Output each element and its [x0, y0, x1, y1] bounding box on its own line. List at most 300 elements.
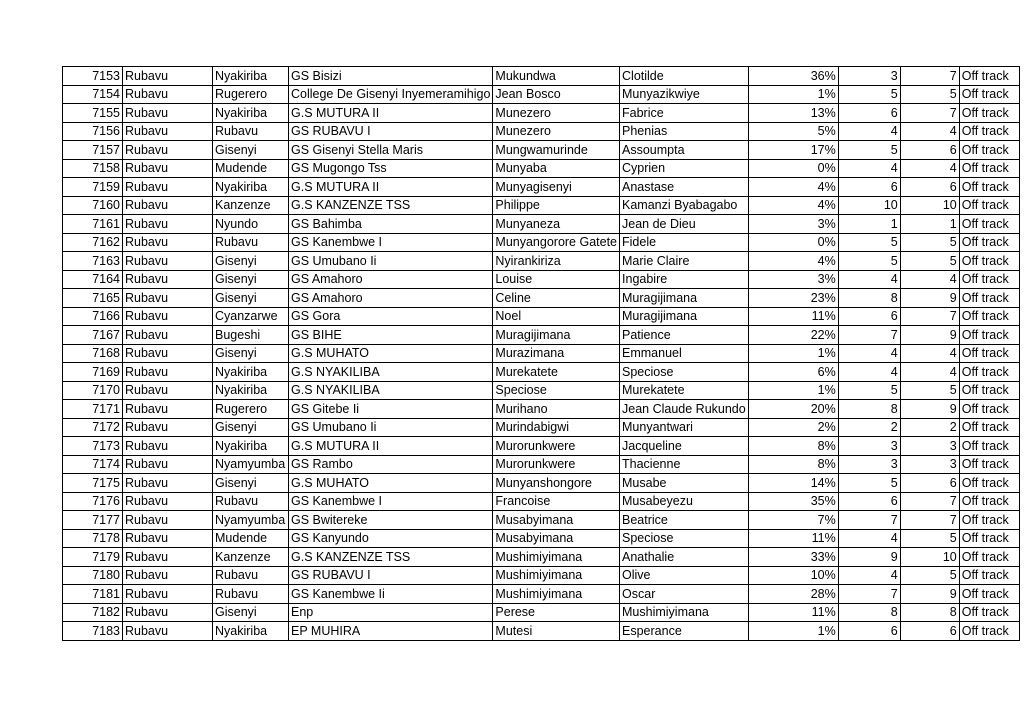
cell-district: Rubavu [123, 363, 213, 382]
cell-district: Rubavu [123, 178, 213, 197]
cell-row-id: 7165 [63, 289, 123, 308]
cell-row-id: 7171 [63, 400, 123, 419]
cell-district: Rubavu [123, 326, 213, 345]
cell-score-a: 4 [838, 122, 900, 141]
cell-score-a: 2 [838, 418, 900, 437]
cell-status: Off track [959, 585, 1019, 604]
cell-sector: Rubavu [213, 233, 289, 252]
cell-status: Off track [959, 233, 1019, 252]
cell-sector: Nyakiriba [213, 67, 289, 86]
cell-score-a: 8 [838, 400, 900, 419]
cell-school: GS Bahimba [289, 215, 493, 234]
cell-sector: Kanzenze [213, 196, 289, 215]
cell-row-id: 7163 [63, 252, 123, 271]
cell-status: Off track [959, 511, 1019, 530]
cell-last-name: Mushimiyimana [493, 566, 620, 585]
cell-percentage: 7% [748, 511, 838, 530]
cell-sector: Bugeshi [213, 326, 289, 345]
cell-percentage: 5% [748, 122, 838, 141]
cell-score-b: 5 [900, 85, 959, 104]
cell-status: Off track [959, 178, 1019, 197]
cell-percentage: 3% [748, 270, 838, 289]
cell-status: Off track [959, 196, 1019, 215]
cell-score-b: 6 [900, 141, 959, 160]
cell-row-id: 7170 [63, 381, 123, 400]
table-row [63, 85, 1020, 104]
cell-status: Off track [959, 400, 1019, 419]
cell-district: Rubavu [123, 400, 213, 419]
cell-district: Rubavu [123, 437, 213, 456]
cell-first-name: Fidele [620, 233, 749, 252]
cell-sector: Nyundo [213, 215, 289, 234]
cell-last-name: Perese [493, 603, 620, 622]
cell-status: Off track [959, 474, 1019, 493]
cell-school: GS Gitebe Ii [289, 400, 493, 419]
cell-score-a: 7 [838, 511, 900, 530]
cell-first-name: Olive [620, 566, 749, 585]
cell-score-a: 5 [838, 233, 900, 252]
cell-first-name: Jacqueline [620, 437, 749, 456]
cell-sector: Rubavu [213, 566, 289, 585]
cell-sector: Gisenyi [213, 252, 289, 271]
cell-last-name: Philippe [493, 196, 620, 215]
cell-percentage: 20% [748, 400, 838, 419]
cell-score-a: 3 [838, 67, 900, 86]
cell-sector: Rugerero [213, 400, 289, 419]
cell-school: GS Gora [289, 307, 493, 326]
cell-row-id: 7178 [63, 529, 123, 548]
cell-first-name: Esperance [620, 622, 749, 641]
cell-first-name: Speciose [620, 529, 749, 548]
cell-school: GS Bwitereke [289, 511, 493, 530]
table-row [63, 196, 1020, 215]
cell-score-b: 9 [900, 400, 959, 419]
cell-last-name: Jean Bosco [493, 85, 620, 104]
cell-score-a: 8 [838, 289, 900, 308]
table-row [63, 418, 1020, 437]
cell-sector: Nyakiriba [213, 437, 289, 456]
cell-first-name: Patience [620, 326, 749, 345]
cell-district: Rubavu [123, 85, 213, 104]
cell-first-name: Emmanuel [620, 344, 749, 363]
cell-district: Rubavu [123, 252, 213, 271]
cell-last-name: Mutesi [493, 622, 620, 641]
cell-percentage: 35% [748, 492, 838, 511]
cell-first-name: Ingabire [620, 270, 749, 289]
cell-sector: Cyanzarwe [213, 307, 289, 326]
cell-score-b: 5 [900, 529, 959, 548]
cell-percentage: 23% [748, 289, 838, 308]
cell-district: Rubavu [123, 603, 213, 622]
cell-row-id: 7183 [63, 622, 123, 641]
cell-score-b: 6 [900, 622, 959, 641]
cell-score-b: 6 [900, 178, 959, 197]
cell-score-b: 5 [900, 381, 959, 400]
cell-status: Off track [959, 215, 1019, 234]
cell-district: Rubavu [123, 233, 213, 252]
cell-sector: Nyakiriba [213, 363, 289, 382]
table-row [63, 529, 1020, 548]
cell-first-name: Fabrice [620, 104, 749, 123]
cell-score-b: 2 [900, 418, 959, 437]
table-row [63, 326, 1020, 345]
cell-district: Rubavu [123, 622, 213, 641]
cell-score-a: 6 [838, 492, 900, 511]
cell-first-name: Kamanzi Byabagabo [620, 196, 749, 215]
cell-row-id: 7175 [63, 474, 123, 493]
cell-row-id: 7182 [63, 603, 123, 622]
cell-school: G.S MUTURA II [289, 104, 493, 123]
cell-last-name: Munezero [493, 122, 620, 141]
cell-percentage: 2% [748, 418, 838, 437]
cell-sector: Nyakiriba [213, 622, 289, 641]
cell-row-id: 7179 [63, 548, 123, 567]
cell-school: GS Rambo [289, 455, 493, 474]
cell-percentage: 1% [748, 381, 838, 400]
cell-first-name: Muragijimana [620, 289, 749, 308]
cell-percentage: 13% [748, 104, 838, 123]
table-row [63, 603, 1020, 622]
cell-score-a: 6 [838, 178, 900, 197]
cell-first-name: Anathalie [620, 548, 749, 567]
cell-row-id: 7156 [63, 122, 123, 141]
cell-score-a: 10 [838, 196, 900, 215]
cell-status: Off track [959, 381, 1019, 400]
cell-percentage: 28% [748, 585, 838, 604]
cell-status: Off track [959, 455, 1019, 474]
cell-first-name: Clotilde [620, 67, 749, 86]
cell-sector: Gisenyi [213, 270, 289, 289]
cell-school: G.S KANZENZE TSS [289, 196, 493, 215]
cell-status: Off track [959, 566, 1019, 585]
cell-district: Rubavu [123, 474, 213, 493]
cell-percentage: 22% [748, 326, 838, 345]
cell-first-name: Jean de Dieu [620, 215, 749, 234]
cell-sector: Rugerero [213, 85, 289, 104]
cell-sector: Gisenyi [213, 418, 289, 437]
cell-row-id: 7161 [63, 215, 123, 234]
cell-score-a: 9 [838, 548, 900, 567]
cell-percentage: 6% [748, 363, 838, 382]
cell-score-a: 7 [838, 326, 900, 345]
cell-first-name: Muragijimana [620, 307, 749, 326]
cell-last-name: Mushimiyimana [493, 548, 620, 567]
cell-school: GS Gisenyi Stella Maris [289, 141, 493, 160]
cell-district: Rubavu [123, 67, 213, 86]
cell-row-id: 7166 [63, 307, 123, 326]
cell-school: GS Amahoro [289, 270, 493, 289]
cell-percentage: 4% [748, 178, 838, 197]
cell-last-name: Speciose [493, 381, 620, 400]
cell-school: GS Kanembwe I [289, 492, 493, 511]
cell-first-name: Beatrice [620, 511, 749, 530]
data-table [62, 66, 1020, 641]
cell-row-id: 7168 [63, 344, 123, 363]
table-row [63, 307, 1020, 326]
cell-district: Rubavu [123, 566, 213, 585]
cell-row-id: 7155 [63, 104, 123, 123]
cell-first-name: Jean Claude Rukundo [620, 400, 749, 419]
cell-score-a: 6 [838, 104, 900, 123]
cell-score-a: 6 [838, 307, 900, 326]
cell-sector: Gisenyi [213, 344, 289, 363]
cell-last-name: Murindabigwi [493, 418, 620, 437]
cell-first-name: Thacienne [620, 455, 749, 474]
cell-row-id: 7169 [63, 363, 123, 382]
cell-last-name: Murazimana [493, 344, 620, 363]
table-row [63, 622, 1020, 641]
cell-score-a: 4 [838, 363, 900, 382]
table-row [63, 455, 1020, 474]
cell-score-b: 10 [900, 196, 959, 215]
table-row [63, 566, 1020, 585]
cell-last-name: Munyagisenyi [493, 178, 620, 197]
cell-score-a: 7 [838, 585, 900, 604]
cell-row-id: 7164 [63, 270, 123, 289]
cell-district: Rubavu [123, 381, 213, 400]
cell-score-b: 3 [900, 437, 959, 456]
cell-status: Off track [959, 548, 1019, 567]
cell-row-id: 7158 [63, 159, 123, 178]
cell-sector: Rubavu [213, 122, 289, 141]
table-row [63, 511, 1020, 530]
cell-row-id: 7159 [63, 178, 123, 197]
cell-sector: Rubavu [213, 492, 289, 511]
cell-school: GS Bisizi [289, 67, 493, 86]
cell-row-id: 7181 [63, 585, 123, 604]
cell-sector: Rubavu [213, 585, 289, 604]
table-row [63, 104, 1020, 123]
cell-percentage: 1% [748, 622, 838, 641]
cell-first-name: Munyantwari [620, 418, 749, 437]
cell-school: GS BIHE [289, 326, 493, 345]
cell-row-id: 7177 [63, 511, 123, 530]
cell-last-name: Munezero [493, 104, 620, 123]
cell-school: GS Umubano Ii [289, 418, 493, 437]
cell-score-b: 10 [900, 548, 959, 567]
cell-school: GS Kanyundo [289, 529, 493, 548]
cell-percentage: 10% [748, 566, 838, 585]
cell-last-name: Muragijimana [493, 326, 620, 345]
cell-status: Off track [959, 141, 1019, 160]
cell-district: Rubavu [123, 141, 213, 160]
cell-score-a: 5 [838, 85, 900, 104]
cell-sector: Nyamyumba [213, 455, 289, 474]
cell-district: Rubavu [123, 511, 213, 530]
cell-row-id: 7153 [63, 67, 123, 86]
cell-score-a: 4 [838, 159, 900, 178]
table-row [63, 122, 1020, 141]
cell-last-name: Mushimiyimana [493, 585, 620, 604]
cell-last-name: Louise [493, 270, 620, 289]
table-row [63, 233, 1020, 252]
cell-row-id: 7157 [63, 141, 123, 160]
cell-school: G.S MUTURA II [289, 437, 493, 456]
cell-row-id: 7160 [63, 196, 123, 215]
cell-percentage: 4% [748, 196, 838, 215]
cell-score-b: 6 [900, 474, 959, 493]
cell-sector: Nyamyumba [213, 511, 289, 530]
cell-first-name: Cyprien [620, 159, 749, 178]
cell-first-name: Marie Claire [620, 252, 749, 271]
cell-first-name: Mushimiyimana [620, 603, 749, 622]
cell-row-id: 7162 [63, 233, 123, 252]
cell-score-a: 8 [838, 603, 900, 622]
cell-score-b: 4 [900, 270, 959, 289]
cell-status: Off track [959, 437, 1019, 456]
cell-school: G.S NYAKILIBA [289, 381, 493, 400]
table-row [63, 585, 1020, 604]
cell-percentage: 8% [748, 455, 838, 474]
cell-score-b: 9 [900, 326, 959, 345]
cell-score-b: 7 [900, 307, 959, 326]
cell-status: Off track [959, 344, 1019, 363]
cell-status: Off track [959, 270, 1019, 289]
cell-status: Off track [959, 326, 1019, 345]
cell-last-name: Celine [493, 289, 620, 308]
cell-score-a: 5 [838, 252, 900, 271]
cell-score-a: 4 [838, 344, 900, 363]
table-row [63, 474, 1020, 493]
cell-score-b: 7 [900, 67, 959, 86]
cell-school: College De Gisenyi Inyemeramihigo [289, 85, 493, 104]
cell-school: EP MUHIRA [289, 622, 493, 641]
cell-first-name: Assoumpta [620, 141, 749, 160]
cell-row-id: 7174 [63, 455, 123, 474]
cell-school: GS Kanembwe I [289, 233, 493, 252]
cell-district: Rubavu [123, 529, 213, 548]
cell-score-b: 4 [900, 344, 959, 363]
cell-district: Rubavu [123, 289, 213, 308]
cell-percentage: 11% [748, 529, 838, 548]
cell-status: Off track [959, 159, 1019, 178]
cell-district: Rubavu [123, 455, 213, 474]
cell-percentage: 1% [748, 344, 838, 363]
cell-last-name: Noel [493, 307, 620, 326]
cell-district: Rubavu [123, 585, 213, 604]
cell-last-name: Musabyimana [493, 511, 620, 530]
cell-score-b: 4 [900, 122, 959, 141]
cell-sector: Nyakiriba [213, 104, 289, 123]
table-row [63, 400, 1020, 419]
cell-score-a: 4 [838, 566, 900, 585]
table-row [63, 178, 1020, 197]
table-row [63, 215, 1020, 234]
cell-status: Off track [959, 67, 1019, 86]
table-row [63, 363, 1020, 382]
cell-district: Rubavu [123, 492, 213, 511]
cell-score-a: 4 [838, 529, 900, 548]
cell-sector: Gisenyi [213, 474, 289, 493]
cell-first-name: Musabeyezu [620, 492, 749, 511]
cell-school: GS Mugongo Tss [289, 159, 493, 178]
cell-score-b: 5 [900, 233, 959, 252]
cell-last-name: Munyaba [493, 159, 620, 178]
cell-score-b: 8 [900, 603, 959, 622]
cell-district: Rubavu [123, 196, 213, 215]
cell-score-b: 4 [900, 159, 959, 178]
cell-score-a: 6 [838, 622, 900, 641]
cell-score-a: 5 [838, 141, 900, 160]
cell-percentage: 1% [748, 85, 838, 104]
cell-status: Off track [959, 622, 1019, 641]
cell-score-b: 9 [900, 289, 959, 308]
table-row [63, 492, 1020, 511]
cell-percentage: 11% [748, 307, 838, 326]
cell-district: Rubavu [123, 215, 213, 234]
cell-last-name: Murorunkwere [493, 455, 620, 474]
cell-percentage: 3% [748, 215, 838, 234]
cell-row-id: 7180 [63, 566, 123, 585]
cell-score-b: 1 [900, 215, 959, 234]
table-row [63, 159, 1020, 178]
cell-district: Rubavu [123, 307, 213, 326]
cell-status: Off track [959, 529, 1019, 548]
cell-percentage: 8% [748, 437, 838, 456]
cell-last-name: Munyangorore Gatete [493, 233, 620, 252]
cell-sector: Mudende [213, 159, 289, 178]
cell-status: Off track [959, 122, 1019, 141]
table-row [63, 270, 1020, 289]
cell-last-name: Mukundwa [493, 67, 620, 86]
cell-district: Rubavu [123, 344, 213, 363]
cell-school: GS RUBAVU I [289, 122, 493, 141]
cell-status: Off track [959, 603, 1019, 622]
cell-sector: Gisenyi [213, 289, 289, 308]
cell-score-a: 3 [838, 437, 900, 456]
table-row [63, 141, 1020, 160]
cell-last-name: Francoise [493, 492, 620, 511]
cell-sector: Mudende [213, 529, 289, 548]
cell-status: Off track [959, 363, 1019, 382]
cell-row-id: 7167 [63, 326, 123, 345]
cell-district: Rubavu [123, 270, 213, 289]
cell-last-name: Murekatete [493, 363, 620, 382]
cell-score-a: 4 [838, 270, 900, 289]
cell-first-name: Musabe [620, 474, 749, 493]
table-row [63, 437, 1020, 456]
table-row [63, 289, 1020, 308]
cell-school: G.S MUHATO [289, 344, 493, 363]
cell-row-id: 7173 [63, 437, 123, 456]
cell-school: GS Amahoro [289, 289, 493, 308]
cell-percentage: 33% [748, 548, 838, 567]
cell-district: Rubavu [123, 418, 213, 437]
cell-score-b: 7 [900, 492, 959, 511]
cell-row-id: 7172 [63, 418, 123, 437]
cell-first-name: Speciose [620, 363, 749, 382]
cell-percentage: 36% [748, 67, 838, 86]
cell-percentage: 4% [748, 252, 838, 271]
cell-district: Rubavu [123, 159, 213, 178]
cell-score-a: 1 [838, 215, 900, 234]
cell-sector: Nyakiriba [213, 178, 289, 197]
cell-score-b: 4 [900, 363, 959, 382]
cell-school: G.S MUTURA II [289, 178, 493, 197]
cell-first-name: Phenias [620, 122, 749, 141]
cell-sector: Gisenyi [213, 603, 289, 622]
cell-school: G.S MUHATO [289, 474, 493, 493]
cell-district: Rubavu [123, 122, 213, 141]
cell-score-b: 5 [900, 566, 959, 585]
cell-last-name: Mungwamurinde [493, 141, 620, 160]
table-row [63, 67, 1020, 86]
cell-percentage: 11% [748, 603, 838, 622]
cell-score-b: 5 [900, 252, 959, 271]
cell-row-id: 7154 [63, 85, 123, 104]
cell-school: GS Umubano Ii [289, 252, 493, 271]
cell-score-b: 7 [900, 104, 959, 123]
